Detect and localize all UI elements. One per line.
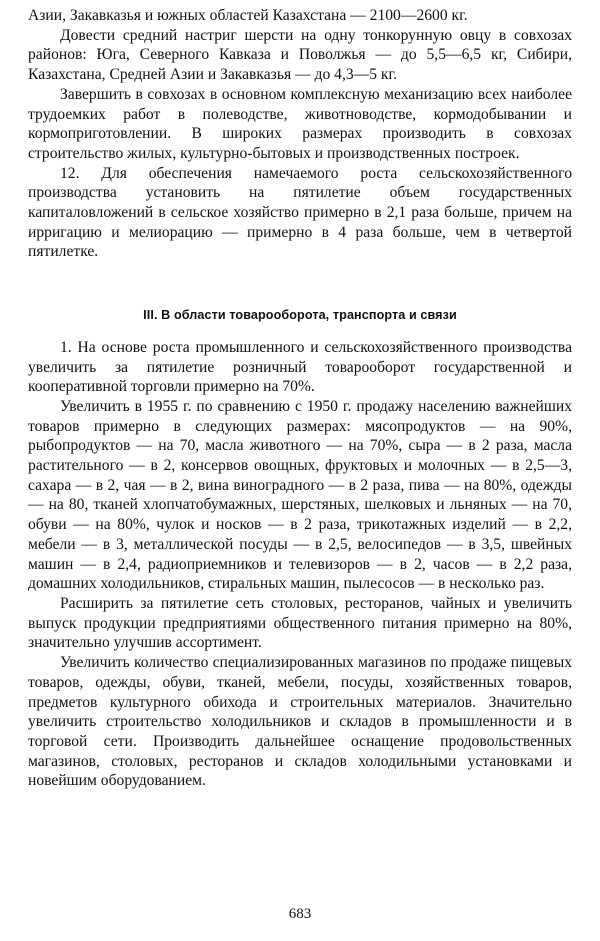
- paragraph-retail-turnover: 1. На основе роста промышленного и сельскохозяйственного производства увеличить за пятилетие розничный товарооборот государственной и кооперативной торговли примерно на 70%.: [28, 338, 572, 396]
- paragraph-goods-sales: Увеличить в 1955 г. по сравнению с 1950 г. продажу населению важнейших товаров примерно в следующих размерах: мясопродуктов — на 90%, рыбопродуктов — на 70, масла животного — на 70%, сыра — в 2 раза, масла растительного — в 2, консервов овощных, фруктовых и молочных — в 2,5—3, сахара — в 2, чая — в 2, вина виноградного — в 2 раза, пива — на 80%, одежды — на 80, тканей хлопчатобумажных, шерстяных, шелковых и льняных — на 70, обуви — на 80%, чулок и носков — в 2 раза, трикотажных изделий — в 2,2, мебели — в 3, металлической посуды — в 2,5, велосипедов — в 3,5, швейных машин — в 2,4, радиоприемников и телевизоров — в 2, часов — в 2,2 раза, домашних холодильников, стиральных машин, пылесосов — в несколько раз.: [28, 397, 572, 593]
- section-gap: [28, 262, 572, 306]
- paragraph-continuation: Азии, Закавказья и южных областей Казахстана — 2100—2600 кг.: [28, 7, 468, 24]
- heading-gap: [28, 326, 572, 338]
- paragraph-catering: Расширить за пятилетие сеть столовых, ресторанов, чайных и увеличить выпуск продукции предприятиями общественного питания примерно на 80%, значительно улучшив ассортимент.: [28, 594, 572, 652]
- page-number: 683: [288, 906, 312, 922]
- paragraph-capital-investment: 12. Для обеспечения намечаемого роста сельскохозяйственного производства установить на пятилетие объем государственных капиталовложений в сельское хозяйство примерно в 2,1 раза больше, причем на ирригацию и мелиорацию — примерно в 4 раза больше, чем в четвертой пятилетке.: [28, 164, 572, 261]
- paragraph-mechanization: Завершить в совхозах в основном комплексную механизацию всех наиболее трудоемких работ в полеводстве, животноводстве, кормодобывании и кормоприготовлении. В широких размерах производить в совхозах строительство жилых, культурно-бытовых и производственных построек.: [28, 85, 572, 162]
- section-heading: III. В области товарооборота, транспорта и связи: [143, 308, 457, 323]
- paragraph-specialized-stores: Увеличить количество специализированных магазинов по продаже пищевых товаров, одежды, обуви, тканей, мебели, посуды, хозяйственных товаров, предметов культурного обихода и строительных материалов. Значительно увеличить строительство холодильников и складов в промышленности и в торговой сети. Производить дальнейшее оснащение продовольственных магазинов, столовых, ресторанов и складов холодильными установками и новейшим оборудованием.: [28, 654, 572, 790]
- page-text-column: [28, 6, 572, 791]
- paragraph-wool-yield: Довести средний настриг шерсти на одну тонкорунную овцу в совхозах районов: Юга, Северного Кавказа и Поволжья — до 5,5—6,5 кг, Сибири, Казахстана, Средней Азии и Закавказья — до 4,3—5 кг.: [28, 26, 572, 84]
